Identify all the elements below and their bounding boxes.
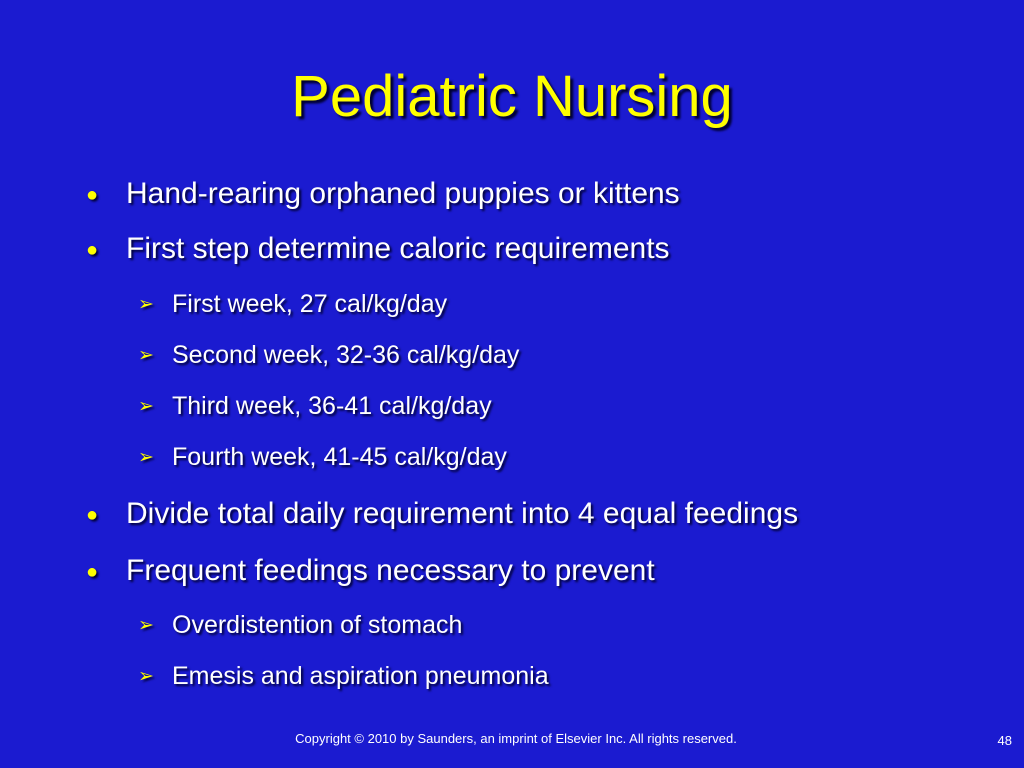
bullet-item [86, 496, 798, 532]
arrow-bullet-icon: ➢ [138, 447, 154, 468]
bullet-text: First step determine caloric requirements [126, 232, 670, 265]
bullet-dot-icon: ● [86, 504, 99, 526]
arrow-bullet-icon: ➢ [138, 396, 154, 417]
bullet-text: Frequent feedings necessary to prevent [126, 554, 655, 587]
bullet-dot-icon: ● [86, 184, 99, 206]
arrow-bullet-icon: ➢ [138, 615, 154, 636]
bullet-item [86, 553, 655, 589]
sub-bullet-text: Overdistention of stomach [172, 611, 463, 639]
sub-bullet-text: Third week, 36-41 cal/kg/day [172, 392, 492, 420]
sub-bullet-text: First week, 27 cal/kg/day [172, 290, 448, 318]
sub-bullet-item [138, 610, 462, 640]
sub-bullet-item [138, 289, 447, 319]
bullet-item [86, 231, 670, 267]
copyright-footer: Copyright © 2010 by Saunders, an imprint of Elsevier Inc. All rights reserved. [295, 731, 737, 746]
arrow-bullet-icon: ➢ [138, 294, 154, 315]
bullet-item [86, 176, 680, 212]
arrow-bullet-icon: ➢ [138, 345, 154, 366]
bullet-text: Divide total daily requirement into 4 equal feedings [126, 497, 799, 530]
bullet-dot-icon: ● [86, 561, 99, 583]
bullet-dot-icon: ● [86, 239, 99, 261]
bullet-text: Hand-rearing orphaned puppies or kittens [126, 177, 680, 210]
sub-bullet-item [138, 442, 507, 472]
sub-bullet-item [138, 661, 549, 691]
sub-bullet-text: Emesis and aspiration pneumonia [172, 662, 549, 690]
arrow-bullet-icon: ➢ [138, 666, 154, 687]
slide-title: Pediatric Nursing [291, 64, 733, 129]
sub-bullet-text: Fourth week, 41-45 cal/kg/day [172, 443, 507, 471]
sub-bullet-text: Second week, 32-36 cal/kg/day [172, 341, 520, 369]
sub-bullet-item [138, 391, 492, 421]
sub-bullet-item [138, 340, 519, 370]
page-number: 48 [997, 733, 1012, 748]
